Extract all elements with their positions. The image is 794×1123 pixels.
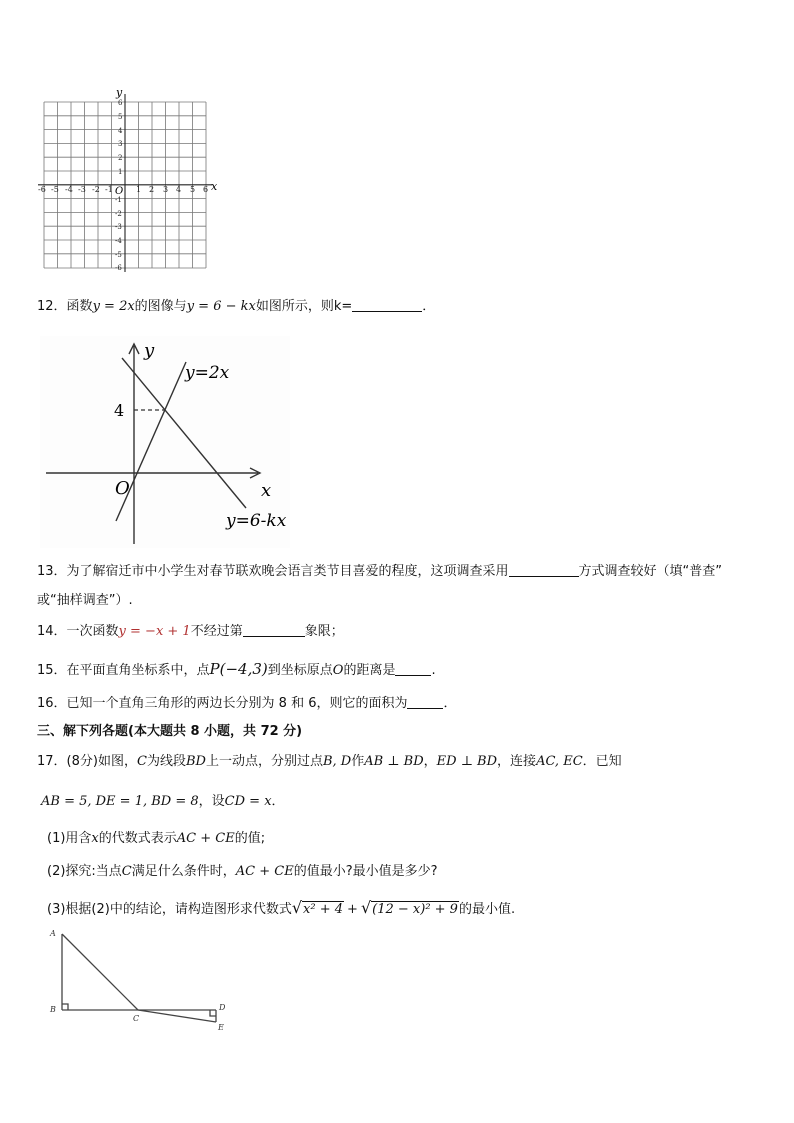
label-D: D bbox=[219, 1003, 226, 1012]
q17-sub1-c: 的值; bbox=[234, 831, 266, 846]
x-tick: -1 bbox=[105, 185, 113, 194]
q17-sub1-b: 的代数式表示 bbox=[98, 831, 177, 846]
q17-t7: ．已知 bbox=[582, 754, 622, 769]
q17-sub2-C: C bbox=[121, 864, 132, 879]
question-14 bbox=[37, 622, 344, 642]
q15-origin: O bbox=[332, 663, 344, 678]
q15-answer-blank[interactable] bbox=[395, 661, 431, 676]
question-15 bbox=[37, 659, 436, 681]
q12-func1: y = 2x bbox=[92, 299, 135, 314]
q17-connect: AC, EC bbox=[536, 754, 583, 769]
q14-after: 不经过第 bbox=[190, 624, 243, 639]
x-tick: -6 bbox=[38, 185, 46, 194]
x-tick: -2 bbox=[92, 185, 100, 194]
graph12-x-label: x bbox=[261, 480, 272, 501]
sqrt-1: √ bbox=[291, 898, 303, 917]
q14-before: 14．一次函数 bbox=[37, 624, 119, 639]
q12-end: ． bbox=[422, 299, 436, 314]
q17-sub2-a: (2)探究:当点 bbox=[47, 864, 122, 879]
label-E: E bbox=[218, 1023, 224, 1032]
q17-BD-points: B, D bbox=[322, 754, 352, 769]
q17-sub1-expr: AC + CE bbox=[176, 831, 235, 846]
y-tick: 2 bbox=[118, 154, 123, 162]
segment-AC bbox=[62, 934, 138, 1010]
question-16 bbox=[37, 694, 457, 714]
graph12-line1-label: y=2x bbox=[185, 363, 230, 383]
coordinate-grid-figure bbox=[30, 86, 225, 272]
q16-end: ． bbox=[443, 696, 457, 711]
section-3-title-text: 三、解下列各题(本大题共 8 小题，共 72 分) bbox=[37, 724, 303, 739]
q16-text: 16．已知一个直角三角形的两边长分别为 8 和 6，则它的面积为 bbox=[37, 696, 408, 711]
label-A: A bbox=[50, 929, 56, 938]
q17-sub2-b: 满足什么条件时， bbox=[131, 864, 236, 879]
q17-t3: 上一动点，分别过点 bbox=[205, 754, 323, 769]
grid-y-axis-label: y bbox=[116, 86, 123, 99]
y-tick: 6 bbox=[118, 99, 123, 107]
graph12-tick-4: 4 bbox=[114, 401, 125, 420]
q17-sub3-rad1: x² + 4 bbox=[303, 902, 344, 917]
q12-answer-blank[interactable] bbox=[352, 297, 422, 312]
grid-axes bbox=[38, 94, 212, 272]
label-C: C bbox=[133, 1014, 140, 1023]
q15-after: 的距离是 bbox=[343, 663, 396, 678]
q17-sub1 bbox=[47, 829, 265, 849]
q17-sub3-rad2: (12 − x)² + 9 bbox=[372, 902, 458, 917]
y-tick: -6 bbox=[115, 264, 122, 272]
q12-text-mid: 的图像与 bbox=[134, 299, 187, 314]
q17-C: C bbox=[136, 754, 147, 769]
x-tick: 6 bbox=[203, 185, 209, 194]
q15-mid: 到坐标原点 bbox=[267, 663, 333, 678]
x-tick: -3 bbox=[78, 185, 86, 194]
q17-t4: 作 bbox=[351, 754, 365, 769]
x-tick: -5 bbox=[51, 185, 59, 194]
y-tick: 4 bbox=[118, 127, 123, 135]
q17-t8: ，设 bbox=[198, 794, 225, 809]
q17-givens: AB = 5, DE = 1, BD = 8 bbox=[41, 794, 199, 809]
section-3-title bbox=[37, 722, 302, 742]
segment-CE bbox=[138, 1010, 216, 1022]
y-tick: -4 bbox=[115, 237, 122, 245]
right-angle-B bbox=[62, 1004, 68, 1010]
q17-t2: 为线段 bbox=[146, 754, 186, 769]
q17-sub3-plus: + bbox=[347, 902, 358, 917]
question-13-line2 bbox=[37, 591, 133, 611]
graph12-origin-label: O bbox=[115, 478, 130, 499]
q17-t9: ． bbox=[271, 794, 285, 809]
q17-sub2 bbox=[47, 862, 438, 882]
q14-end: 象限； bbox=[304, 624, 344, 639]
q14-answer-blank[interactable] bbox=[243, 622, 305, 637]
question-13-line1 bbox=[37, 562, 722, 582]
q17-number: 17． bbox=[37, 754, 67, 769]
y-tick: -1 bbox=[115, 196, 122, 204]
x-tick: 3 bbox=[163, 185, 169, 194]
q17-sub1-x: x bbox=[91, 831, 99, 846]
q13-text-after: 方式调查较好（填“普查” bbox=[578, 564, 723, 579]
sqrt-2: √ bbox=[360, 898, 372, 917]
q17-cdx: CD = x bbox=[224, 794, 272, 809]
graph12-y-label: y bbox=[144, 340, 155, 361]
label-B: B bbox=[50, 1005, 56, 1014]
q12-graph bbox=[40, 336, 290, 548]
q15-end: . bbox=[431, 663, 436, 678]
q17-t5: ， bbox=[423, 754, 437, 769]
x-tick: 4 bbox=[176, 185, 182, 194]
q13-text-line2: 或“抽样调查”）. bbox=[37, 593, 133, 608]
q17-figure bbox=[44, 926, 234, 1036]
q13-text: 13．为了解宿迁市中小学生对春节联欢晚会语言类节目喜爱的程度，这项调查采用 bbox=[37, 564, 509, 579]
question-17-line1 bbox=[37, 752, 622, 772]
q17-sub3-a: (3)根据(2)中的结论，请构造图形求代数式 bbox=[47, 902, 292, 917]
y-tick: 5 bbox=[118, 113, 123, 121]
q17-sub3 bbox=[47, 898, 515, 922]
q17-sub1-a: (1)用含 bbox=[47, 831, 92, 846]
q12-number: 12． bbox=[37, 299, 67, 314]
q17-score: (8分) bbox=[66, 754, 98, 769]
y-tick: 3 bbox=[118, 140, 123, 148]
q12-text-before: 函数 bbox=[66, 299, 93, 314]
q13-answer-blank[interactable] bbox=[509, 562, 579, 577]
right-angle-D bbox=[210, 1010, 216, 1016]
graph12-line2-label: y=6-kx bbox=[226, 511, 287, 531]
y-tick: -5 bbox=[115, 251, 122, 259]
question-17-line2 bbox=[41, 792, 285, 812]
q17-sub2-expr: AC + CE bbox=[235, 864, 294, 879]
y-tick: -2 bbox=[115, 210, 122, 218]
x-tick: -4 bbox=[65, 185, 73, 194]
q17-perp1: AB ⊥ BD bbox=[364, 754, 424, 769]
q16-answer-blank[interactable] bbox=[407, 694, 443, 709]
q12-text-after: 如图所示，则k= bbox=[255, 299, 353, 314]
q17-perp2: ED ⊥ BD bbox=[436, 754, 498, 769]
q14-func: y = −x + 1 bbox=[118, 624, 191, 639]
q15-point: P(−4,3) bbox=[209, 660, 268, 678]
x-tick: 1 bbox=[136, 185, 142, 194]
q15-before: 15．在平面直角坐标系中，点 bbox=[37, 663, 210, 678]
x-tick: 2 bbox=[149, 185, 155, 194]
q17-sub3-b: 的最小值. bbox=[458, 902, 516, 917]
grid-origin-label: O bbox=[115, 186, 124, 197]
q17-BD: BD bbox=[185, 754, 206, 769]
y-tick: 1 bbox=[118, 168, 123, 176]
q12-func2: y = 6 − kx bbox=[186, 299, 256, 314]
y-tick: -3 bbox=[115, 223, 122, 231]
x-tick: 5 bbox=[190, 185, 196, 194]
q17-sub2-c: 的值最小?最小值是多少? bbox=[293, 864, 438, 879]
q17-t6: ，连接 bbox=[497, 754, 537, 769]
question-12 bbox=[37, 297, 435, 317]
grid-x-axis-label: x bbox=[211, 180, 218, 193]
q17-t1: 如图， bbox=[97, 754, 137, 769]
